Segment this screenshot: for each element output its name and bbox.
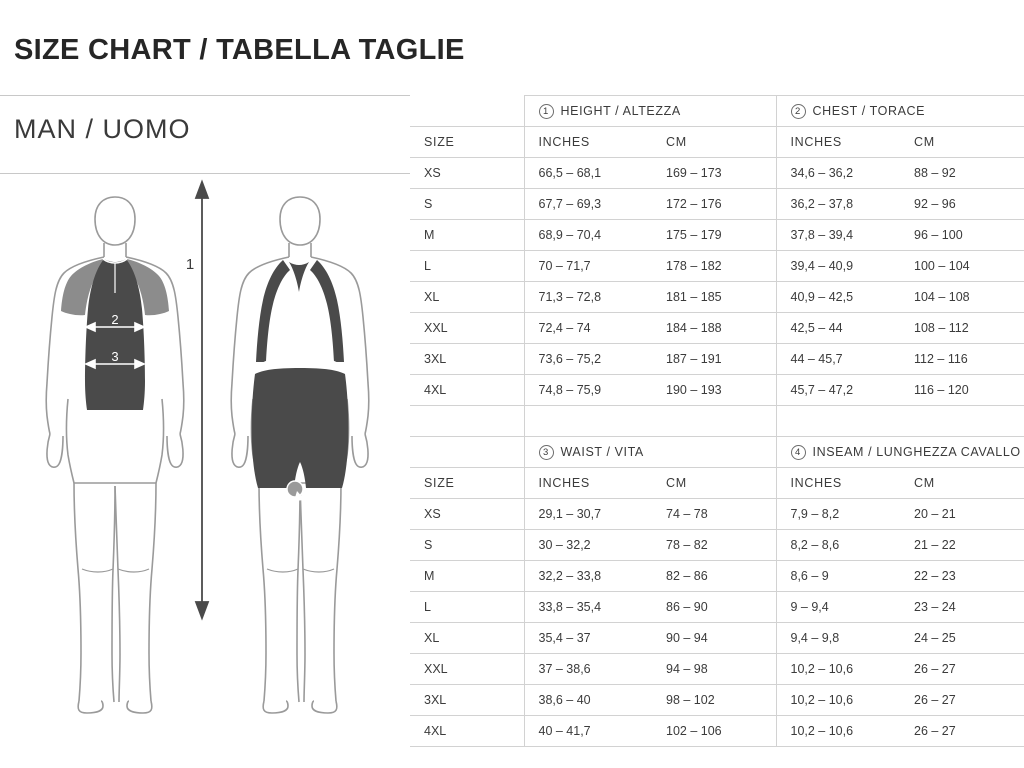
cell-inseam-cm: 20 – 21	[900, 499, 1024, 530]
subheader-cm-height: CM	[652, 127, 776, 158]
table-row	[410, 251, 1024, 282]
spacer-cell	[900, 406, 1024, 437]
cell-waist-in: 29,1 – 30,7	[524, 499, 652, 530]
header-height	[524, 96, 776, 127]
subheader-inches-inseam: INCHES	[776, 468, 900, 499]
marker-3-label-back: 3	[296, 349, 304, 364]
cell-chest-in: 40,9 – 42,5	[776, 282, 900, 313]
header-blank-2	[410, 437, 524, 468]
table-row	[410, 623, 1024, 654]
cell-inseam-in: 10,2 – 10,6	[776, 716, 900, 747]
subheader-cm-waist: CM	[652, 468, 776, 499]
cell-chest-cm: 108 – 112	[900, 313, 1024, 344]
cell-inseam-in: 7,9 – 8,2	[776, 499, 900, 530]
cell-inseam-in: 10,2 – 10,6	[776, 685, 900, 716]
cell-size: 3XL	[410, 685, 524, 716]
cell-size: XL	[410, 623, 524, 654]
cell-inseam-in: 9,4 – 9,8	[776, 623, 900, 654]
cell-inseam-cm: 22 – 23	[900, 561, 1024, 592]
header-waist-label: WAIST / VITA	[560, 444, 644, 459]
cell-size: 4XL	[410, 375, 524, 406]
cell-size: XS	[410, 499, 524, 530]
marker-badge-2: 2	[791, 104, 806, 119]
cell-waist-cm: 74 – 78	[652, 499, 776, 530]
height-measure-arrow	[196, 182, 208, 618]
cell-inseam-in: 9 – 9,4	[776, 592, 900, 623]
cell-inseam-cm: 26 – 27	[900, 654, 1024, 685]
cell-height-cm: 184 – 188	[652, 313, 776, 344]
table-row	[410, 499, 1024, 530]
table-row	[410, 344, 1024, 375]
cell-waist-cm: 90 – 94	[652, 623, 776, 654]
gender-label: MAN / UOMO	[14, 114, 191, 144]
cell-waist-in: 38,6 – 40	[524, 685, 652, 716]
cell-chest-in: 39,4 – 40,9	[776, 251, 900, 282]
subheader-inches-height: INCHES	[524, 127, 652, 158]
marker-badge-1: 1	[539, 104, 554, 119]
cell-waist-cm: 82 – 86	[652, 561, 776, 592]
cell-height-in: 70 – 71,7	[524, 251, 652, 282]
cell-height-cm: 181 – 185	[652, 282, 776, 313]
marker-4-label: 4	[309, 510, 317, 525]
cell-height-in: 68,9 – 70,4	[524, 220, 652, 251]
cell-height-in: 66,5 – 68,1	[524, 158, 652, 189]
cell-height-in: 67,7 – 69,3	[524, 189, 652, 220]
cell-size: XL	[410, 282, 524, 313]
header-inseam	[776, 437, 1024, 468]
table-row	[410, 220, 1024, 251]
left-panel	[0, 95, 410, 760]
header-chest	[776, 96, 1024, 127]
cell-inseam-in: 8,2 – 8,6	[776, 530, 900, 561]
header-waist	[524, 437, 776, 468]
inseam-measure	[287, 481, 322, 528]
table-row	[410, 685, 1024, 716]
cell-chest-cm: 112 – 116	[900, 344, 1024, 375]
cell-size: S	[410, 530, 524, 561]
cell-waist-cm: 78 – 82	[652, 530, 776, 561]
cell-waist-in: 40 – 41,7	[524, 716, 652, 747]
spacer-cell	[524, 406, 652, 437]
table-row	[410, 158, 1024, 189]
cell-chest-cm: 116 – 120	[900, 375, 1024, 406]
table-row	[410, 313, 1024, 344]
cell-chest-in: 45,7 – 47,2	[776, 375, 900, 406]
cell-waist-in: 35,4 – 37	[524, 623, 652, 654]
cell-chest-in: 42,5 – 44	[776, 313, 900, 344]
spacer-cell	[652, 406, 776, 437]
cell-chest-in: 36,2 – 37,8	[776, 189, 900, 220]
cell-height-cm: 172 – 176	[652, 189, 776, 220]
cell-height-cm: 178 – 182	[652, 251, 776, 282]
cell-size: XXL	[410, 313, 524, 344]
cell-size: L	[410, 251, 524, 282]
cell-inseam-cm: 24 – 25	[900, 623, 1024, 654]
cell-inseam-in: 8,6 – 9	[776, 561, 900, 592]
group-header-row-1	[410, 96, 1024, 127]
header-height-label: HEIGHT / ALTEZZA	[560, 103, 681, 118]
cell-size: XS	[410, 158, 524, 189]
cell-height-in: 72,4 – 74	[524, 313, 652, 344]
figure-illustrations	[0, 174, 410, 754]
cell-waist-cm: 98 – 102	[652, 685, 776, 716]
subheader-size: SIZE	[410, 127, 524, 158]
cell-chest-cm: 100 – 104	[900, 251, 1024, 282]
cell-size: M	[410, 561, 524, 592]
table-row	[410, 716, 1024, 747]
cell-height-cm: 175 – 179	[652, 220, 776, 251]
page-title: SIZE CHART / TABELLA TAGLIE	[14, 34, 465, 66]
marker-3-label-front: 3	[111, 349, 119, 364]
header-chest-label: CHEST / TORACE	[812, 103, 926, 118]
cell-height-cm: 190 – 193	[652, 375, 776, 406]
spacer-cell	[776, 406, 900, 437]
cell-height-cm: 169 – 173	[652, 158, 776, 189]
marker-badge-3: 3	[539, 445, 554, 460]
subheader-cm-chest: CM	[900, 127, 1024, 158]
cell-waist-in: 30 – 32,2	[524, 530, 652, 561]
cell-waist-cm: 86 – 90	[652, 592, 776, 623]
table-row	[410, 189, 1024, 220]
group-header-row-2	[410, 437, 1024, 468]
subheader-size: SIZE	[410, 468, 524, 499]
cell-height-in: 74,8 – 75,9	[524, 375, 652, 406]
size-table	[410, 95, 1024, 747]
cell-inseam-in: 10,2 – 10,6	[776, 654, 900, 685]
cell-waist-in: 37 – 38,6	[524, 654, 652, 685]
marker-1-label: 1	[185, 256, 195, 273]
cell-chest-cm: 104 – 108	[900, 282, 1024, 313]
marker-2-label: 2	[111, 312, 119, 327]
header-blank-1	[410, 96, 524, 127]
cell-chest-cm: 88 – 92	[900, 158, 1024, 189]
table-row	[410, 561, 1024, 592]
cell-waist-cm: 94 – 98	[652, 654, 776, 685]
cell-chest-cm: 92 – 96	[900, 189, 1024, 220]
cell-inseam-cm: 26 – 27	[900, 716, 1024, 747]
cell-size: M	[410, 220, 524, 251]
cell-inseam-cm: 23 – 24	[900, 592, 1024, 623]
mannequin-diagram	[0, 174, 410, 754]
cell-height-cm: 187 – 191	[652, 344, 776, 375]
header-inseam-label: INSEAM / LUNGHEZZA CAVALLO	[812, 444, 1021, 459]
cell-inseam-cm: 26 – 27	[900, 685, 1024, 716]
subheader-inches-chest: INCHES	[776, 127, 900, 158]
cell-chest-in: 34,6 – 36,2	[776, 158, 900, 189]
subheader-row-2	[410, 468, 1024, 499]
subheader-inches-waist: INCHES	[524, 468, 652, 499]
group-spacer	[410, 406, 1024, 437]
subheader-row-1	[410, 127, 1024, 158]
table-row	[410, 654, 1024, 685]
cell-height-in: 71,3 – 72,8	[524, 282, 652, 313]
cell-size: XXL	[410, 654, 524, 685]
cell-chest-in: 37,8 – 39,4	[776, 220, 900, 251]
size-table-container	[410, 95, 1024, 747]
marker-badge-4: 4	[791, 445, 806, 460]
cell-size: 4XL	[410, 716, 524, 747]
cell-size: L	[410, 592, 524, 623]
table-row	[410, 282, 1024, 313]
cell-waist-in: 32,2 – 33,8	[524, 561, 652, 592]
cell-size: 3XL	[410, 344, 524, 375]
table-row	[410, 375, 1024, 406]
table-row	[410, 530, 1024, 561]
bib-shorts	[252, 260, 349, 488]
cell-waist-in: 33,8 – 35,4	[524, 592, 652, 623]
cell-inseam-cm: 21 – 22	[900, 530, 1024, 561]
cell-size: S	[410, 189, 524, 220]
table-row	[410, 592, 1024, 623]
cell-chest-cm: 96 – 100	[900, 220, 1024, 251]
cell-waist-cm: 102 – 106	[652, 716, 776, 747]
subheader-cm-inseam: CM	[900, 468, 1024, 499]
cell-chest-in: 44 – 45,7	[776, 344, 900, 375]
spacer-cell	[410, 406, 524, 437]
cell-height-in: 73,6 – 75,2	[524, 344, 652, 375]
